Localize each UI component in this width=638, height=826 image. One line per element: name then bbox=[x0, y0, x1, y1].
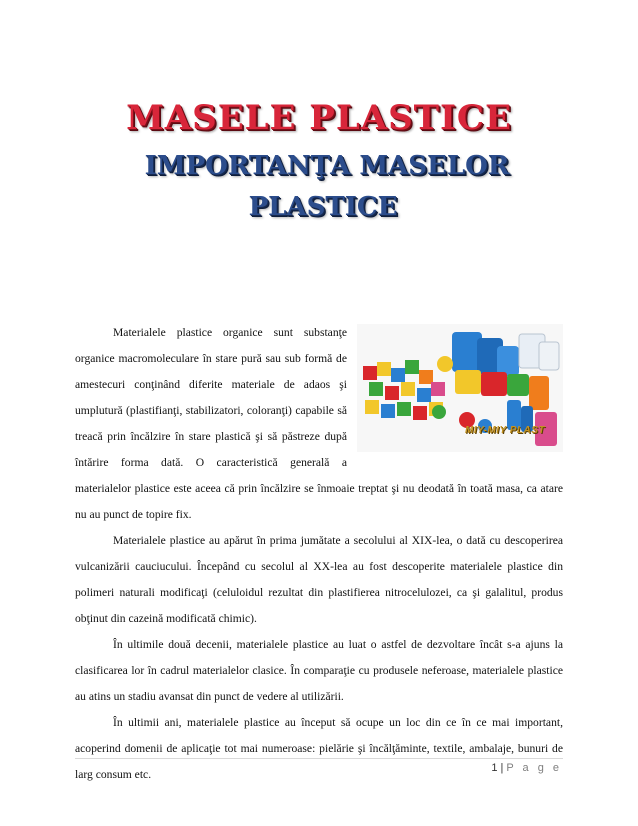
plastic-products-photo bbox=[357, 324, 563, 452]
brand-logo: MIY-MIY PLAST bbox=[465, 425, 546, 436]
footer-divider bbox=[75, 758, 563, 759]
footer-separator: | bbox=[500, 762, 504, 774]
document-subtitle-line-1: IMPORTANŢA MASELOR bbox=[144, 151, 510, 181]
paragraph-3: În ultimile două decenii, materialele plastice au luat o astfel de dezvoltare încât s-a ajuns la clasificarea lor în cadrul materialelor clasice. În comparaţie cu produsele neferoase, materialele plastice au atins un stadiu avansat din punct de vedere al utilizării. bbox=[75, 638, 563, 703]
document-title: MASELE PLASTICE bbox=[126, 98, 512, 138]
paragraph-1-text: Materialele plastice organice sunt substanţe organice macromoleculare în stare pură sau sub formă de amestecuri conţinând diferite materiale de adaos şi umplutură (plastifianţi, stabilizatori, coloranţi) capabile să treacă prin încălzire în stare plastică şi să păstreze după întărire forma dată. O caracteristică generală a materialelor plastice este aceea că prin încălzire se înmoaie treptat şi nu deodată în toată masa, ca atare nu au punct de topire fix. bbox=[75, 326, 563, 521]
paragraph-4: În ultimii ani, materialele plastice au început să ocupe un loc din ce în ce mai important, acoperind domenii de aplicaţie tot mai numeroase: pielărie şi încălţăminte, textile, ambalaje, bunuri de larg consum etc. bbox=[75, 716, 563, 781]
document-subtitle-line-2: PLASTICE bbox=[248, 192, 398, 222]
first-paragraph-block bbox=[75, 320, 563, 788]
paragraph-1 bbox=[75, 320, 563, 528]
paragraph-2: Materialele plastice au apărut în prima jumătate a secolului al XIX-lea, o dată cu descoperirea vulcanizării cauciucului. Începând cu secolul al XX-lea au fost descoperite materialele plastice din polimeri naturali modificaţi (celuloidul rezultat din plastifierea nitrocelulozei, ca şi galalitul, produs obţinut din cazeină modificată chimic). bbox=[75, 534, 563, 625]
page-label: P a g e bbox=[506, 762, 562, 774]
page-number: 1 bbox=[491, 762, 498, 774]
page-footer bbox=[491, 762, 562, 774]
